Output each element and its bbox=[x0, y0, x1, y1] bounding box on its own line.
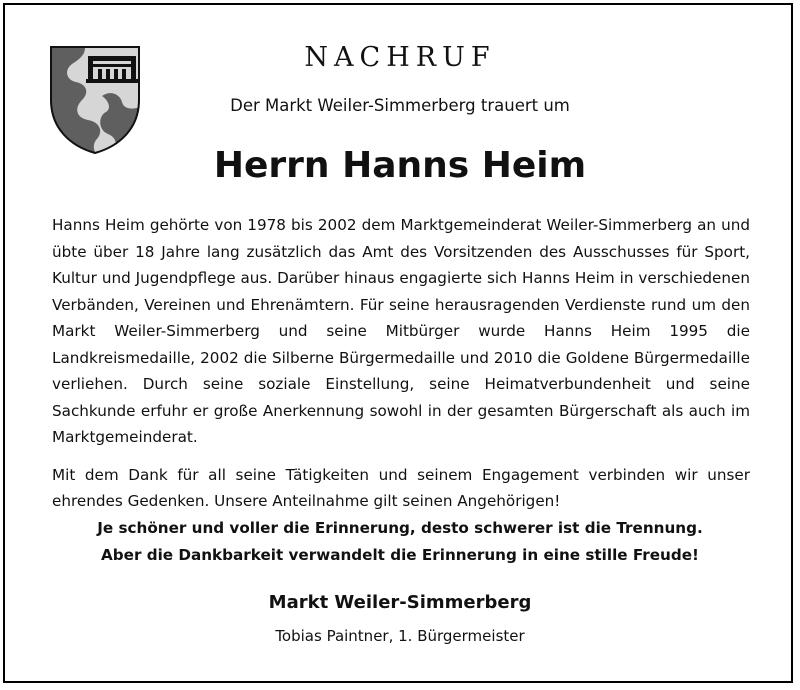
quote-line: Je schöner und voller die Erinnerung, desto schwerer ist die Trennung. bbox=[97, 519, 703, 537]
deceased-name: Herrn Hanns Heim bbox=[213, 145, 587, 186]
body-paragraph: Hanns Heim gehörte von 1978 bis 2002 dem Marktgemeinderat Weiler-Simmerberg an und übte über 18 Jahre lang zusätzlich das Amt des Vorsitzenden des Ausschusses für Sport, Kultur und Jugendpflege aus. Darüber hinaus engagierte sich Hanns Heim in verschiedenen Verbänden, Vereinen und Ehrenämtern. Für seine herausragenden Verdienste rund um den Markt Weiler-Simmerberg und seine Mitbürger wurde Hanns Heim 1995 die Landkreismedaille, 2002 die Silberne Bürgermedaille und 2010 die Goldene Bürgermedaille verliehen. Durch seine soziale Einstellung, seine Heimatverbundenheit und seine Sachkunde erfuhr er große Anerkennung sowohl in der gesamten Bürgerschaft als auch im Marktgemeinderat. bbox=[52, 216, 750, 446]
body-paragraph: Mit dem Dank für all seine Tätigkeiten und seinem Engagement verbinden wir unser ehrendes Gedenken. Unsere Anteilnahme gilt seinen Angehörigen! bbox=[52, 465, 750, 510]
notice-subtitle: Der Markt Weiler-Simmerberg trauert um bbox=[230, 96, 570, 115]
notice-title: NACHRUF bbox=[304, 42, 496, 73]
quote-line: Aber die Dankbarkeit verwandelt die Erinnerung in eine stille Freude! bbox=[101, 545, 699, 564]
memorial-quote bbox=[60, 515, 740, 568]
signature-person: Tobias Paintner, 1. Bürgermeister bbox=[275, 627, 525, 645]
signature-organization: Markt Weiler-Simmerberg bbox=[268, 592, 532, 613]
notice-header bbox=[200, 38, 600, 118]
notice-body bbox=[52, 212, 750, 515]
